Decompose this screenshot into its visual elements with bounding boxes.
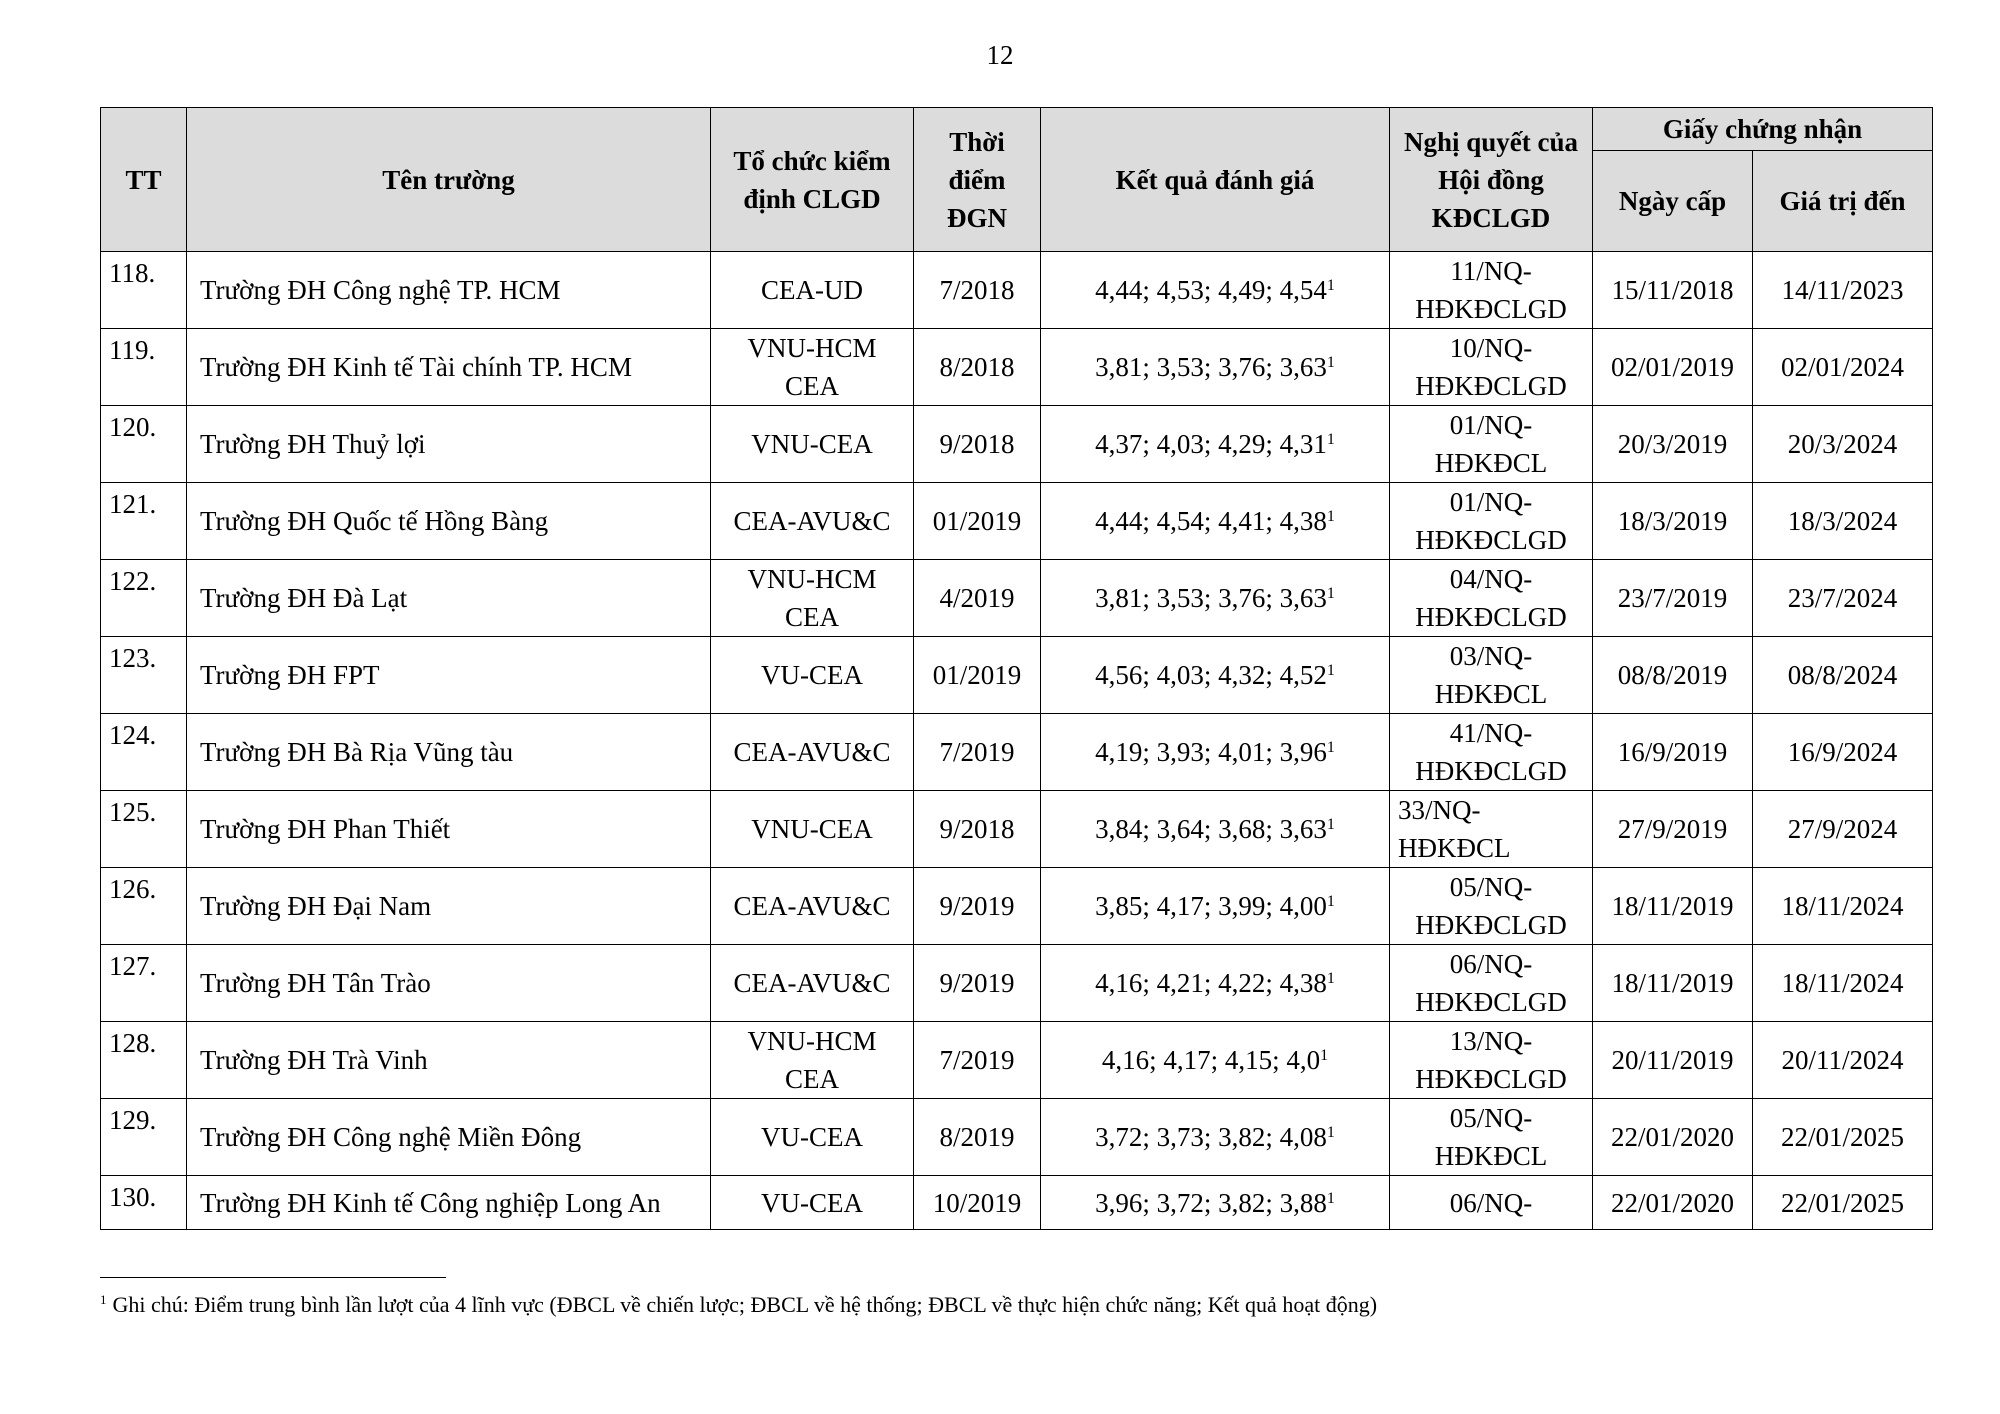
result-values: 4,37; 4,03; 4,29; 4,31 (1095, 429, 1327, 459)
evaluation-result (1041, 791, 1390, 868)
organization-cell: VNU-HCM CEA (711, 560, 914, 637)
school-name: Trường ĐH Phan Thiết (187, 791, 711, 868)
evaluation-time: 9/2018 (914, 791, 1041, 868)
footnote-reference: 1 (1326, 585, 1335, 602)
valid-until: 27/9/2024 (1753, 791, 1933, 868)
school-name: Trường ĐH FPT (187, 637, 711, 714)
resolution-cell: 03/NQ-HĐKĐCL (1390, 637, 1593, 714)
issue-date: 22/01/2020 (1593, 1099, 1753, 1176)
valid-until: 18/11/2024 (1753, 868, 1933, 945)
issue-date: 22/01/2020 (1593, 1176, 1753, 1230)
page-number: 12 (986, 40, 1014, 70)
valid-until: 18/11/2024 (1753, 945, 1933, 1022)
footnote-reference: 1 (1326, 970, 1335, 987)
issue-date: 27/9/2019 (1593, 791, 1753, 868)
school-name: Trường ĐH Trà Vinh (187, 1022, 711, 1099)
footnote-marker: 1 (100, 1292, 107, 1307)
row-number: 119. (101, 329, 187, 406)
valid-until: 22/01/2025 (1753, 1176, 1933, 1230)
evaluation-time: 8/2018 (914, 329, 1041, 406)
table-row (101, 1099, 1933, 1176)
organization-cell: VNU-HCM CEA (711, 329, 914, 406)
organization-cell: VU-CEA (711, 1099, 914, 1176)
row-number: 124. (101, 714, 187, 791)
row-number: 130. (101, 1176, 187, 1230)
resolution-cell: 04/NQ-HĐKĐCLGD (1390, 560, 1593, 637)
school-name: Trường ĐH Đà Lạt (187, 560, 711, 637)
evaluation-result (1041, 1176, 1390, 1230)
resolution-cell: 10/NQ-HĐKĐCLGD (1390, 329, 1593, 406)
organization-cell: CEA-AVU&C (711, 868, 914, 945)
resolution-cell: 01/NQ-HĐKĐCLGD (1390, 483, 1593, 560)
header-certificate: Giấy chứng nhận (1593, 108, 1933, 151)
result-values: 3,81; 3,53; 3,76; 3,63 (1095, 583, 1327, 613)
evaluation-result (1041, 406, 1390, 483)
footnote-reference: 1 (1326, 662, 1335, 679)
valid-until: 08/8/2024 (1753, 637, 1933, 714)
resolution-cell: 06/NQ-HĐKĐCLGD (1390, 945, 1593, 1022)
footnote-text: Ghi chú: Điểm trung bình lần lượt của 4 lĩnh vực (ĐBCL về chiến lược; ĐBCL về hệ thống; ĐBCL về thực hiện chức năng; Kết quả hoạt động) (112, 1292, 1378, 1317)
table-header (101, 108, 1933, 252)
result-values: 3,96; 3,72; 3,82; 3,88 (1095, 1187, 1327, 1218)
footnote-reference: 1 (1326, 431, 1335, 448)
accreditation-table (100, 107, 1933, 1230)
resolution-cell: 11/NQ-HĐKĐCLGD (1390, 252, 1593, 329)
footnote-reference: 1 (1326, 739, 1335, 756)
organization-cell: CEA-UD (711, 252, 914, 329)
row-number: 121. (101, 483, 187, 560)
issue-date: 23/7/2019 (1593, 560, 1753, 637)
issue-date: 02/01/2019 (1593, 329, 1753, 406)
footnote-reference: 1 (1326, 893, 1335, 910)
table-row (101, 483, 1933, 560)
issue-date: 18/3/2019 (1593, 483, 1753, 560)
result-values: 3,81; 3,53; 3,76; 3,63 (1095, 352, 1327, 382)
issue-date: 16/9/2019 (1593, 714, 1753, 791)
header-resolution: Nghị quyết của Hội đồng KĐCLGD (1390, 108, 1593, 252)
school-name: Trường ĐH Bà Rịa Vũng tàu (187, 714, 711, 791)
evaluation-time: 4/2019 (914, 560, 1041, 637)
school-name: Trường ĐH Công nghệ TP. HCM (187, 252, 711, 329)
valid-until: 23/7/2024 (1753, 560, 1933, 637)
valid-until: 20/3/2024 (1753, 406, 1933, 483)
table-row (101, 1022, 1933, 1099)
header-valid-until: Giá trị đến (1753, 151, 1933, 252)
footnote-reference: 1 (1326, 1189, 1335, 1207)
school-name: Trường ĐH Tân Trào (187, 945, 711, 1022)
footnote-reference: 1 (1320, 1047, 1329, 1064)
result-values: 3,84; 3,64; 3,68; 3,63 (1095, 814, 1327, 844)
table-row (101, 252, 1933, 329)
issue-date: 20/11/2019 (1593, 1022, 1753, 1099)
organization-cell: VU-CEA (711, 1176, 914, 1230)
resolution-cell: 06/NQ- (1390, 1176, 1593, 1230)
table-row (101, 1176, 1933, 1230)
resolution-cell: 41/NQ-HĐKĐCLGD (1390, 714, 1593, 791)
valid-until: 20/11/2024 (1753, 1022, 1933, 1099)
result-values: 4,16; 4,17; 4,15; 4,0 (1101, 1045, 1321, 1075)
organization-cell: CEA-AVU&C (711, 483, 914, 560)
result-values: 4,16; 4,21; 4,22; 4,38 (1095, 968, 1327, 998)
issue-date: 15/11/2018 (1593, 252, 1753, 329)
organization-cell: VNU-HCM CEA (711, 1022, 914, 1099)
evaluation-time: 01/2019 (914, 637, 1041, 714)
organization-cell: VNU-CEA (711, 791, 914, 868)
table-row (101, 560, 1933, 637)
row-number: 120. (101, 406, 187, 483)
row-number: 122. (101, 560, 187, 637)
row-number: 128. (101, 1022, 187, 1099)
school-name: Trường ĐH Kinh tế Tài chính TP. HCM (187, 329, 711, 406)
valid-until: 14/11/2023 (1753, 252, 1933, 329)
evaluation-time: 7/2019 (914, 714, 1041, 791)
evaluation-time: 9/2019 (914, 945, 1041, 1022)
header-tt: TT (101, 108, 187, 252)
result-values: 4,19; 3,93; 4,01; 3,96 (1095, 737, 1327, 767)
evaluation-result (1041, 637, 1390, 714)
school-name: Trường ĐH Thuỷ lợi (187, 406, 711, 483)
resolution-cell: 01/NQ-HĐKĐCL (1390, 406, 1593, 483)
resolution-cell: 13/NQ-HĐKĐCLGD (1390, 1022, 1593, 1099)
issue-date: 08/8/2019 (1593, 637, 1753, 714)
evaluation-time: 9/2018 (914, 406, 1041, 483)
table-row (101, 945, 1933, 1022)
result-values: 4,44; 4,54; 4,41; 4,38 (1095, 506, 1327, 536)
result-values: 3,85; 4,17; 3,99; 4,00 (1095, 891, 1327, 921)
resolution-cell: 05/NQ-HĐKĐCLGD (1390, 868, 1593, 945)
row-number: 125. (101, 791, 187, 868)
header-time: Thời điểm ĐGN (914, 108, 1041, 252)
resolution-cell: 05/NQ-HĐKĐCL (1390, 1099, 1593, 1176)
organization-cell: CEA-AVU&C (711, 945, 914, 1022)
table-row (101, 329, 1933, 406)
footnote-divider (100, 1277, 446, 1278)
evaluation-result (1041, 945, 1390, 1022)
row-number: 129. (101, 1099, 187, 1176)
valid-until: 16/9/2024 (1753, 714, 1933, 791)
header-school: Tên trường (187, 108, 711, 252)
result-values: 4,56; 4,03; 4,32; 4,52 (1095, 660, 1327, 690)
header-organization: Tổ chức kiểm định CLGD (711, 108, 914, 252)
row-number: 126. (101, 868, 187, 945)
evaluation-time: 10/2019 (914, 1176, 1041, 1230)
footnote (100, 1292, 1377, 1318)
evaluation-time: 7/2018 (914, 252, 1041, 329)
row-number: 118. (101, 252, 187, 329)
evaluation-time: 01/2019 (914, 483, 1041, 560)
result-values: 4,44; 4,53; 4,49; 4,54 (1095, 275, 1327, 305)
row-number: 123. (101, 637, 187, 714)
school-name: Trường ĐH Công nghệ Miền Đông (187, 1099, 711, 1176)
organization-cell: CEA-AVU&C (711, 714, 914, 791)
evaluation-result (1041, 329, 1390, 406)
header-result: Kết quả đánh giá (1041, 108, 1390, 252)
issue-date: 18/11/2019 (1593, 945, 1753, 1022)
valid-until: 22/01/2025 (1753, 1099, 1933, 1176)
row-number: 127. (101, 945, 187, 1022)
issue-date: 20/3/2019 (1593, 406, 1753, 483)
evaluation-result (1041, 252, 1390, 329)
evaluation-time: 9/2019 (914, 868, 1041, 945)
organization-cell: VU-CEA (711, 637, 914, 714)
footnote-reference: 1 (1326, 508, 1335, 525)
valid-until: 18/3/2024 (1753, 483, 1933, 560)
table-row (101, 637, 1933, 714)
footnote-reference: 1 (1326, 277, 1335, 294)
table-row (101, 791, 1933, 868)
table-row (101, 714, 1933, 791)
evaluation-result (1041, 560, 1390, 637)
table-row (101, 406, 1933, 483)
evaluation-result (1041, 1022, 1390, 1099)
issue-date: 18/11/2019 (1593, 868, 1753, 945)
evaluation-result (1041, 1099, 1390, 1176)
evaluation-time: 8/2019 (914, 1099, 1041, 1176)
header-issue-date: Ngày cấp (1593, 151, 1753, 252)
table-body (101, 252, 1933, 1230)
table-row (101, 868, 1933, 945)
evaluation-time: 7/2019 (914, 1022, 1041, 1099)
evaluation-result (1041, 483, 1390, 560)
valid-until: 02/01/2024 (1753, 329, 1933, 406)
evaluation-result (1041, 868, 1390, 945)
school-name: Trường ĐH Quốc tế Hồng Bàng (187, 483, 711, 560)
resolution-cell: 33/NQ-HĐKĐCL (1390, 791, 1593, 868)
result-values: 3,72; 3,73; 3,82; 4,08 (1095, 1122, 1327, 1152)
school-name: Trường ĐH Đại Nam (187, 868, 711, 945)
school-name: Trường ĐH Kinh tế Công nghiệp Long An (187, 1176, 711, 1230)
organization-cell: VNU-CEA (711, 406, 914, 483)
footnote-reference: 1 (1326, 354, 1335, 371)
footnote-reference: 1 (1326, 1124, 1335, 1141)
evaluation-result (1041, 714, 1390, 791)
footnote-reference: 1 (1326, 816, 1335, 833)
